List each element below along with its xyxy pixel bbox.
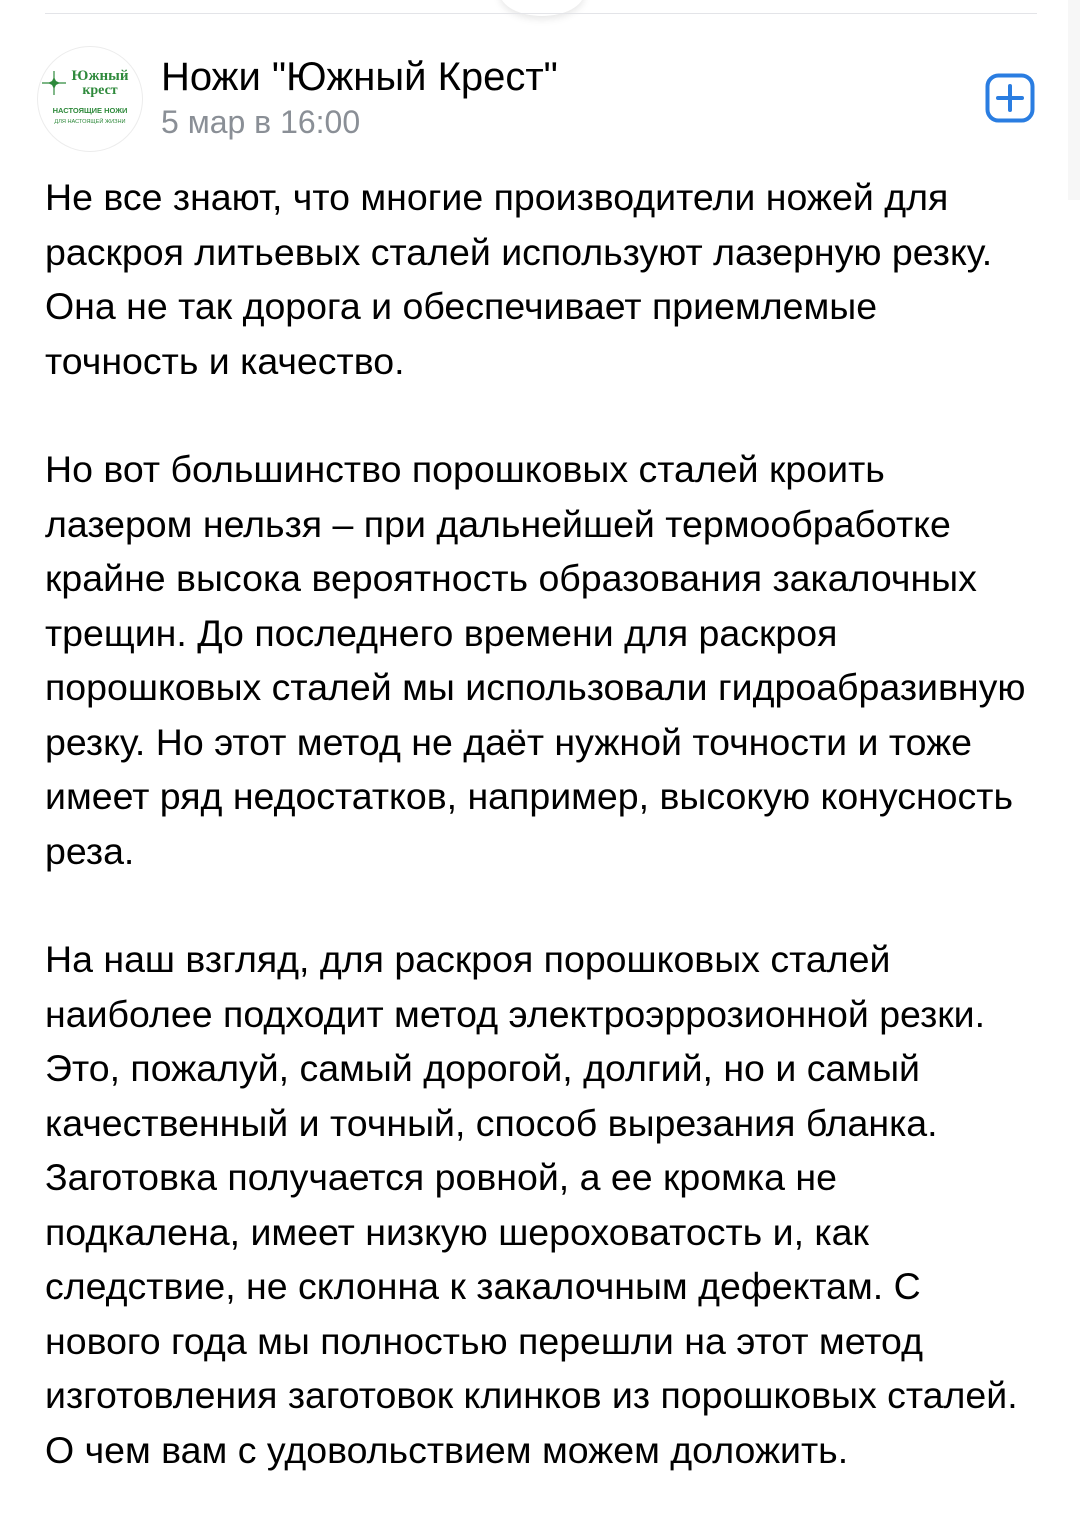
avatar[interactable] [37,46,143,152]
author-name[interactable]: Ножи "Южный Крест" [161,55,558,99]
top-divider [45,13,1037,14]
brand-logo [38,47,142,151]
logo-tagline-line2: ДЛЯ НАСТОЯЩЕЙ ЖИЗНИ [54,119,126,125]
post-paragraph: На наш взгляд, для раскроя порошковых сталей наиболее подходит метод электроэррозионной резки. Это, пожалуй, самый дорогой, долгий, но и самый качественный и точный, способ вырезания бланка. Заготовка получается ровной, а ее кромка не подкалена, имеет низкую шероховатость и, как следствие, не склонна к закалочным дефектам. С нового года мы полностью перешли на этот метод изготовления заготовок клинков из порошковых сталей. О чем вам с удовольствием можем доложить. [45,938,1018,1471]
post-paragraph: Не все знают, что многие производители ножей для раскроя литьевых сталей используют лазерную резку. Она не так дорога и обеспечивает приемлемые точность и качество. [45,176,993,382]
post-text [45,170,1040,1477]
post-header [0,40,1080,150]
add-button[interactable] [985,73,1035,123]
logo-brand-line1: Южный [71,68,129,84]
post-timestamp[interactable]: 5 мар в 16:00 [161,104,361,140]
add-square-icon [985,73,1035,123]
logo-tagline-line1: НАСТОЯЩИЕ НОЖИ [52,106,128,115]
logo-brand-line2: крест [82,83,118,98]
post-paragraph: Но вот большинство порошковых сталей кроить лазером нельзя – при дальнейшей термообработке крайне высока вероятность образования закалочных трещин. До последнего времени для раскроя порошковых сталей мы использовали гидроабразивную резку. Но этот метод не даёт нужной точности и тоже имеет ряд недостатков, например, высокую конусность реза. [45,448,1026,872]
